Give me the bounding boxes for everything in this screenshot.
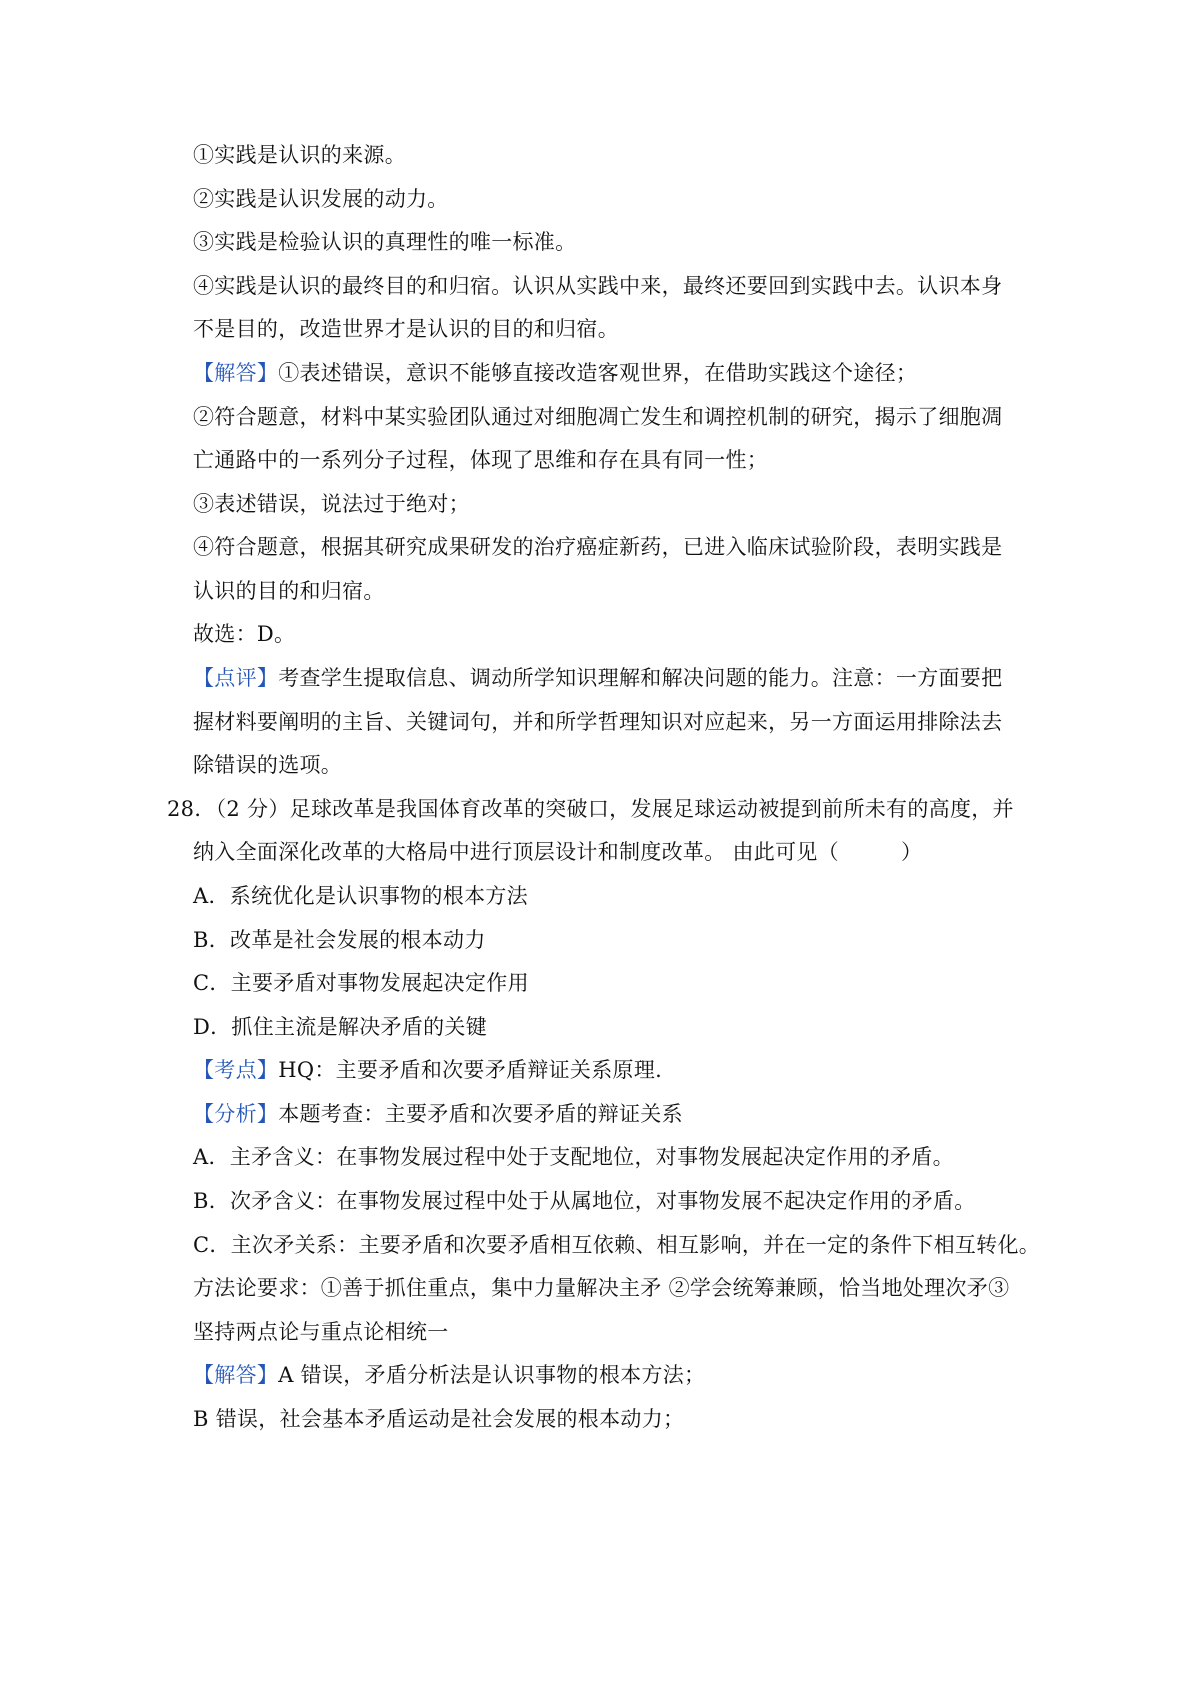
explanation-point-3: ③实践是检验认识的真理性的唯一标准。 [193,230,577,254]
explanation-point-4: ④实践是认识的最终目的和归宿。认识从实践中来，最终还要回到实践中去。认识本身 [193,274,1003,298]
option-b: B．改革是社会发展的根本动力 [193,928,486,952]
explanation-point-4-cont: 不是目的，改造世界才是认识的目的和归宿。 [193,317,619,341]
analysis-line: 方法论要求：①善于抓住重点，集中力量解决主矛 ②学会统筹兼顾，恰当地处理次矛③ [193,1276,1010,1300]
question-28-stem: 28．（2 分）足球改革是我国体育改革的突破口，发展足球运动被提到前所未有的高度，并 [167,797,1014,821]
comment-first-line: 考查学生提取信息、调动所学知识理解和解决问题的能力。注意：一方面要把 [278,666,1003,690]
explanation-point-2: ②实践是认识发展的动力。 [193,187,449,211]
answer-line: ④符合题意，根据其研究成果研发的治疗癌症新药，已进入临床试验阶段，表明实践是 [193,535,1003,559]
answer-28-line: B 错误，社会基本矛盾运动是社会发展的根本动力； [193,1407,685,1431]
answer-line: ②符合题意，材料中某实验团队通过对细胞凋亡发生和调控机制的研究，揭示了细胞凋 [193,405,1003,429]
question-28-stem-suffix: ） [900,840,923,864]
analysis-tag: 【分析】 [193,1102,279,1126]
option-d: D．抓住主流是解决矛盾的关键 [193,1015,488,1039]
option-c: C．主要矛盾对事物发展起决定作用 [193,971,529,995]
analysis-line: A．主矛含义：在事物发展过程中处于支配地位，对事物发展起决定作用的矛盾。 [193,1145,954,1169]
comment-line: 握材料要阐明的主旨、关键词句，并和所学哲理知识对应起来，另一方面运用排除法去 [193,710,1003,734]
comment-line: 除错误的选项。 [193,753,343,777]
kaodian-tag: 【考点】 [193,1058,279,1082]
analysis-line: C．主次矛关系：主要矛盾和次要矛盾相互依赖、相互影响，并在一定的条件下相互转化。 [193,1233,1041,1257]
question-28-stem-prefix: 纳入全面深化改革的大格局中进行顶层设计和制度改革。 由此可见（ [193,840,839,864]
answer-line: 认识的目的和归宿。 [193,579,385,603]
option-a: A．系统优化是认识事物的根本方法 [193,884,528,908]
analysis-section [193,1099,683,1129]
answer-line: 亡通路中的一系列分子过程，体现了思维和存在具有同一性； [193,448,769,472]
comment-tag: 【点评】 [193,666,279,690]
kaodian-text: HQ：主要矛盾和次要矛盾辩证关系原理. [278,1058,663,1082]
answer-section [193,358,917,388]
kaodian-section [193,1055,662,1085]
answer-28-section [193,1360,705,1390]
answer-28-first-line: A 错误，矛盾分析法是认识事物的根本方法； [278,1363,706,1387]
analysis-line: 坚持两点论与重点论相统一 [193,1320,449,1344]
answer-first-line: ①表述错误，意识不能够直接改造客观世界，在借助实践这个途径； [278,361,918,385]
analysis-first-line: 本题考查：主要矛盾和次要矛盾的辩证关系 [278,1102,683,1126]
answer-choice: 故选：D。 [193,622,296,646]
explanation-point-1: ①实践是认识的来源。 [193,143,406,167]
answer-tag: 【解答】 [193,361,279,385]
analysis-line: B．次矛含义：在事物发展过程中处于从属地位，对事物发展不起决定作用的矛盾。 [193,1189,976,1213]
question-28-stem-cont [193,837,922,867]
answer-28-tag: 【解答】 [193,1363,279,1387]
comment-section [193,663,1002,693]
answer-line: ③表述错误，说法过于绝对； [193,492,470,516]
